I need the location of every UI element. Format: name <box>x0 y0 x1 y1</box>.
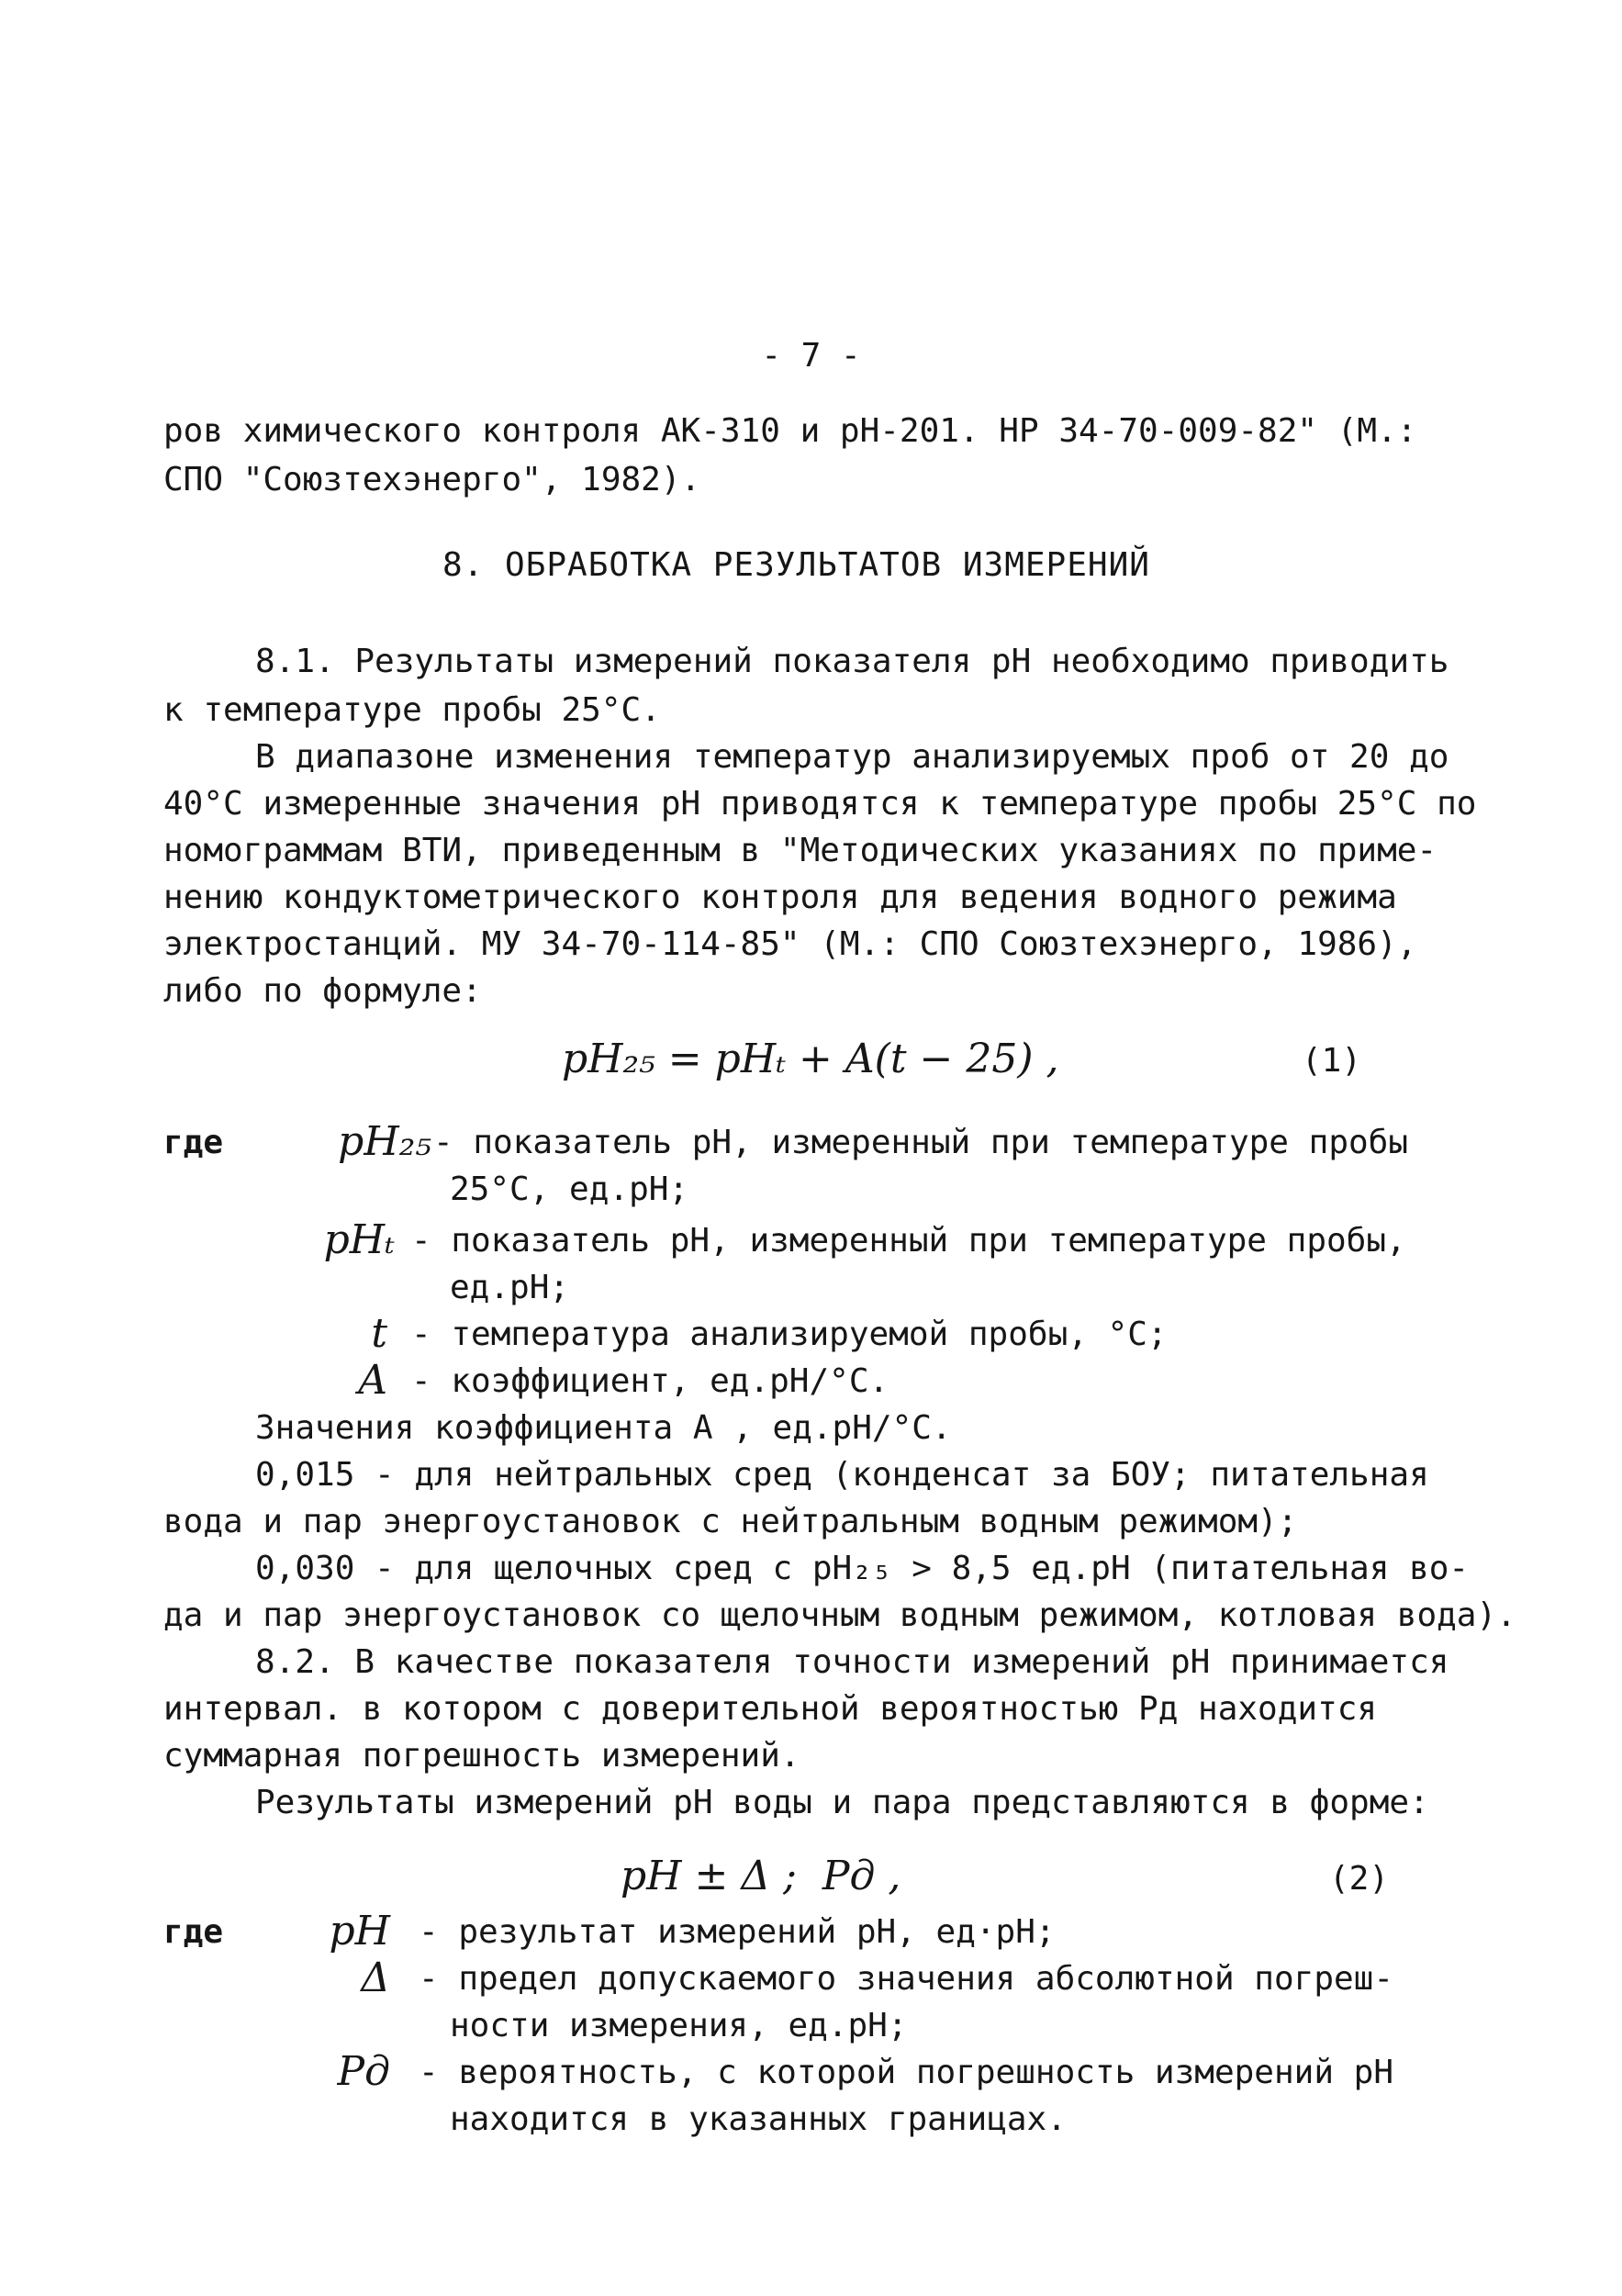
variable-symbol: Δ <box>361 1954 390 2001</box>
text-line: да и пар энергоустановок со щелочным водным режимом, котловая вода). <box>163 1596 1516 1634</box>
text-line: ров химического контроля АК-310 и рН-201. НР 34-70-009-82" (М.: <box>163 412 1417 450</box>
variable-symbol: pH₂₅ <box>338 1118 431 1165</box>
text-line: СПО "Союзтехэнерго", 1982). <box>163 461 701 498</box>
section-heading: 8. ОБРАБОТКА РЕЗУЛЬТАТОВ ИЗМЕРЕНИЙ <box>442 546 1150 584</box>
text-line: номограммам ВТИ, приведенным в "Методических указаниях по приме- <box>163 832 1437 869</box>
definition-line: - результат измерений рН, ед·рН; <box>419 1913 1056 1951</box>
text-line: 8.1. Результаты измерений показателя рН необходимо приводить <box>255 643 1449 680</box>
definition-line: - вероятность, с которой погрешность измерений рН <box>419 2054 1394 2091</box>
text-line: Значения коэффициента A , ед.рН/°С. <box>255 1409 952 1447</box>
variable-symbol: t <box>371 1310 387 1357</box>
text-line: нению кондуктометрического контроля для ведения водного режима <box>163 879 1397 916</box>
where-label: где <box>163 1913 224 1951</box>
definition-line: - показатель рН, измеренный при температуре пробы <box>433 1124 1409 1161</box>
text-line: 40°С измеренные значения рН приводятся к температуре пробы 25°С по <box>163 785 1477 823</box>
text-line: 0,030 - для щелочных сред с рН₂₅ > 8,5 ед.рН (питательная во- <box>255 1550 1470 1587</box>
definition-line: - температура анализируемой пробы, °С; <box>411 1316 1168 1353</box>
equation-number: (2) <box>1329 1860 1390 1898</box>
variable-symbol: pH <box>329 1908 390 1954</box>
formula-expression: pH ± Δ ; Pд , <box>621 1853 901 1899</box>
text-line: Результаты измерений рН воды и пара представляются в форме: <box>255 1784 1429 1821</box>
definition-line: - показатель рН, измеренный при температуре пробы, <box>411 1222 1406 1260</box>
text-line: суммарная погрешность измерений. <box>163 1737 800 1775</box>
text-line: 0,015 - для нейтральных сред (конденсат за БОУ; питательная <box>255 1456 1429 1494</box>
definition-line: находится в указанных границах. <box>450 2100 1067 2138</box>
text-line: к температуре пробы 25°С. <box>163 691 661 729</box>
text-line: электростанций. МУ 34-70-114-85" (М.: СПО Союзтехэнерго, 1986), <box>163 925 1417 963</box>
equation-number: (1) <box>1302 1042 1362 1080</box>
formula-expression: pH₂₅ = pHₜ + A(t − 25) , <box>562 1036 1059 1082</box>
where-label: где <box>163 1124 224 1161</box>
variable-symbol: A <box>358 1357 387 1404</box>
definition-line: 25°С, ед.рН; <box>450 1170 689 1208</box>
definition-line: - предел допускаемого значения абсолютной погреш- <box>419 1960 1394 1998</box>
variable-symbol: Pд <box>337 2048 390 2095</box>
text-line: В диапазоне изменения температур анализируемых проб от 20 до <box>255 738 1449 776</box>
text-line: либо по формуле: <box>163 972 482 1010</box>
text-line: вода и пар энергоустановок с нейтральным водным режимом); <box>163 1503 1298 1540</box>
definition-line: - коэффициент, ед.рН/°С. <box>411 1362 889 1400</box>
definition-line: ности измерения, ед.рН; <box>450 2007 908 2044</box>
text-line: 8.2. В качестве показателя точности измерений рН принимается <box>255 1643 1449 1681</box>
variable-symbol: pHₜ <box>323 1216 395 1263</box>
text-line: интервал. в котором с доверительной вероятностью Pд находится <box>163 1690 1378 1728</box>
page-number: - 7 - <box>761 337 861 375</box>
definition-line: ед.рН; <box>450 1269 570 1306</box>
